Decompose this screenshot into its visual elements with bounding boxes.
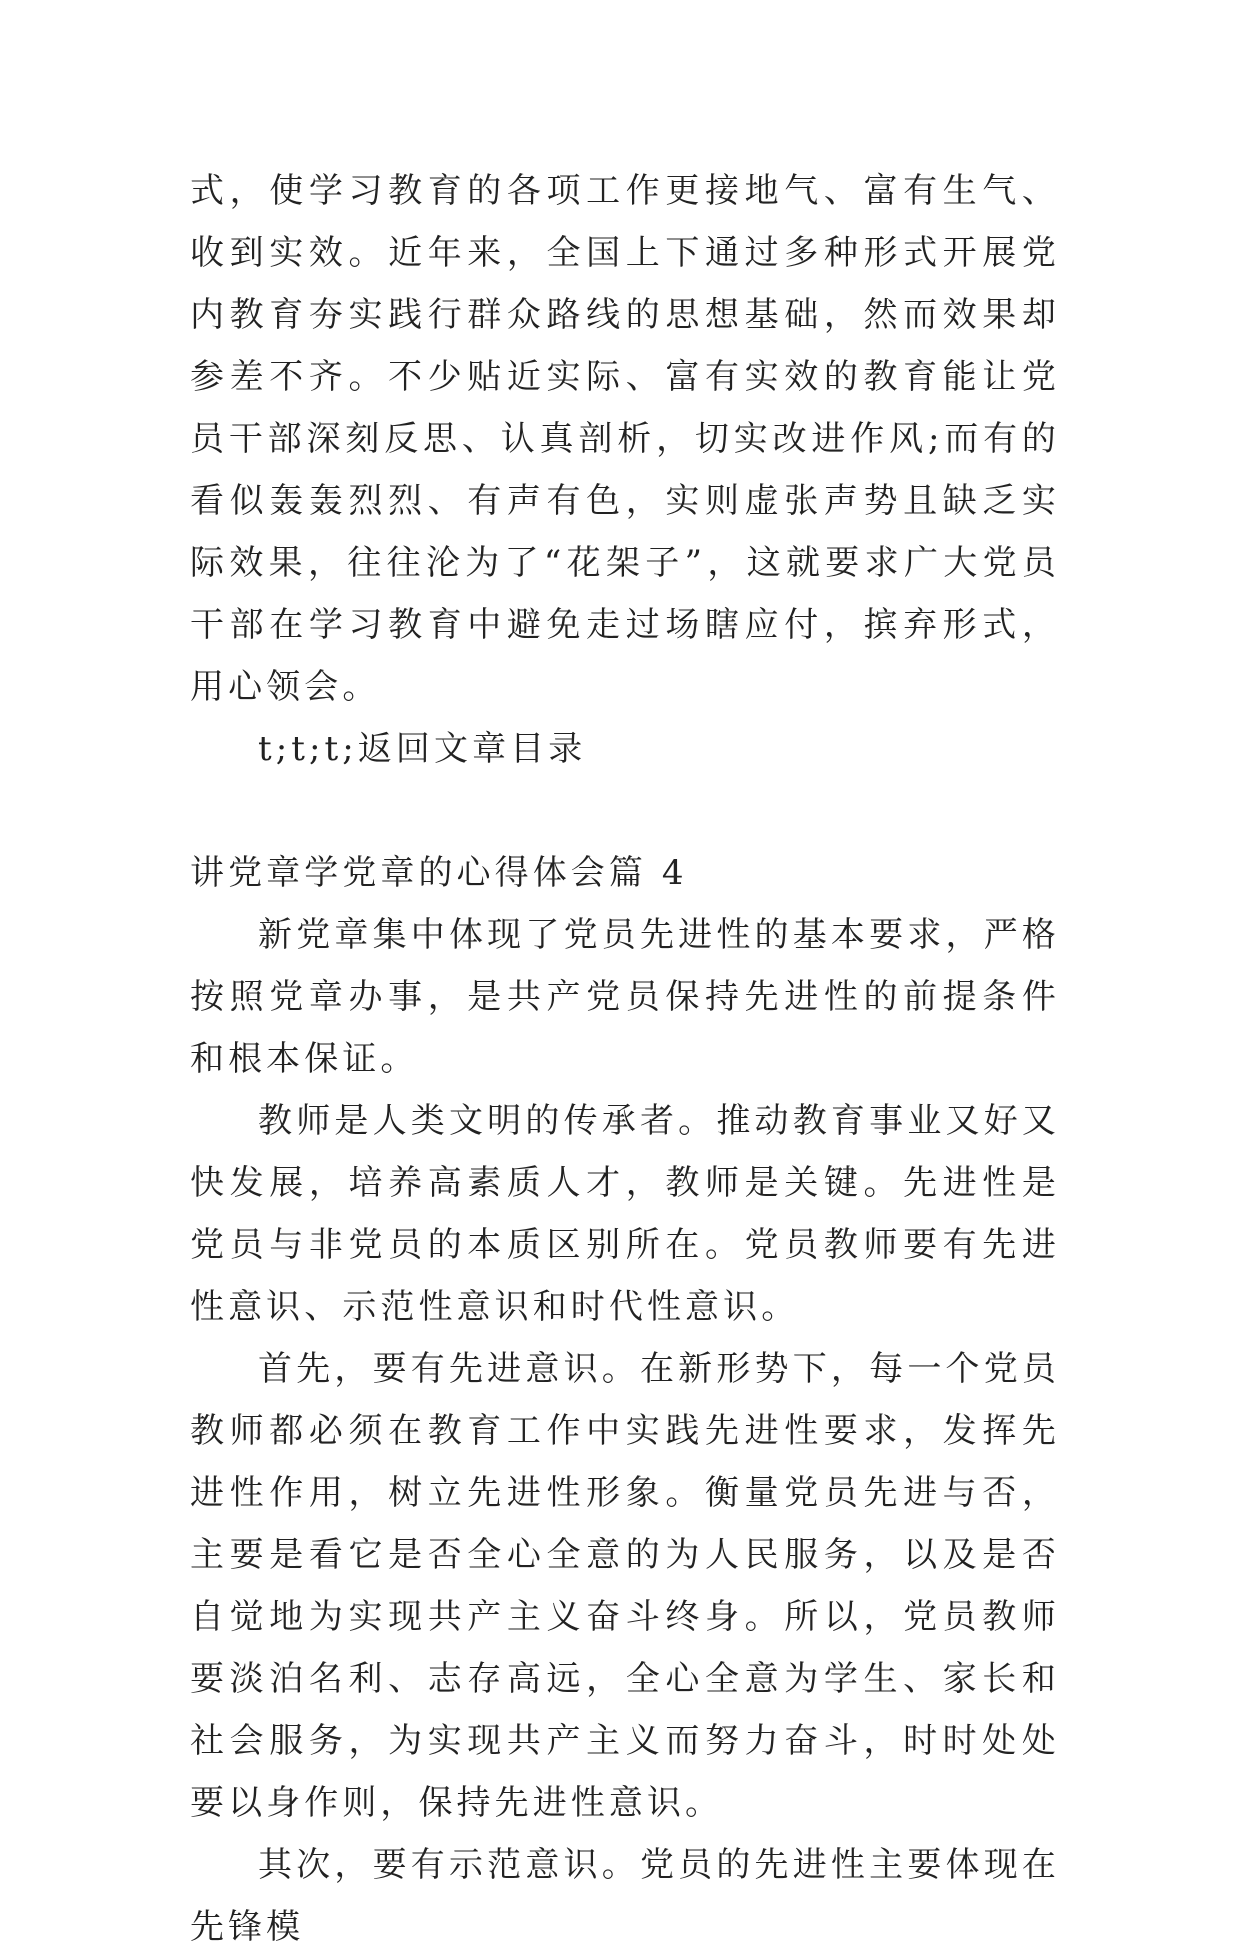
paragraph-3: 首先，要有先进意识。在新形势下，每一个党员教师都必须在教育工作中实践先进性要求，发挥先进性作用，树立先进性形象。衡量党员先进与否，主要是看它是否全心全意的为人民服务，以及是否自觉地为实现共产主义奋斗终身。所以，党员教师要淡泊名利、志存高远，全心全意为学生、家长和社会服务，为实现共产主义而努力奋斗，时时处处要以身作则，保持先进性意识。 [190,1349,1060,1823]
paragraph-1: 新党章集中体现了党员先进性的基本要求，严格按照党章办事，是共产党员保持先进性的前提条件和根本保证。 [190,915,1060,1079]
back-to-contents-link[interactable]: t;t;t;返回文章目录 [258,729,587,769]
paragraph-2: 教师是人类文明的传承者。推动教育事业又好又快发展，培养高素质人才，教师是关键。先进性是党员与非党员的本质区别所在。党员教师要有先进性意识、示范性意识和时代性意识。 [190,1101,1060,1327]
paragraph-4: 其次，要有示范意识。党员的先进性主要体现在先锋模 [190,1845,1060,1947]
section-spacer [190,780,1060,842]
section-title: 讲党章学党章的心得体会篇 4 [190,853,688,893]
intro-paragraph: 式，使学习教育的各项工作更接地气、富有生气、收到实效。近年来，全国上下通过多种形式开展党内教育夯实践行群众路线的思想基础，然而效果却参差不齐。不少贴近实际、富有实效的教育能让党员干部深刻反思、认真剖析，切实改进作风;而有的看似轰轰烈烈、有声有色，实则虚张声势且缺乏实际效果，往往沦为了“花架子”，这就要求广大党员干部在学习教育中避免走过场瞎应付，摈弃形式，用心领会。 [190,171,1060,707]
document-body [190,160,1060,1958]
back-to-contents-link-line [190,718,1060,780]
